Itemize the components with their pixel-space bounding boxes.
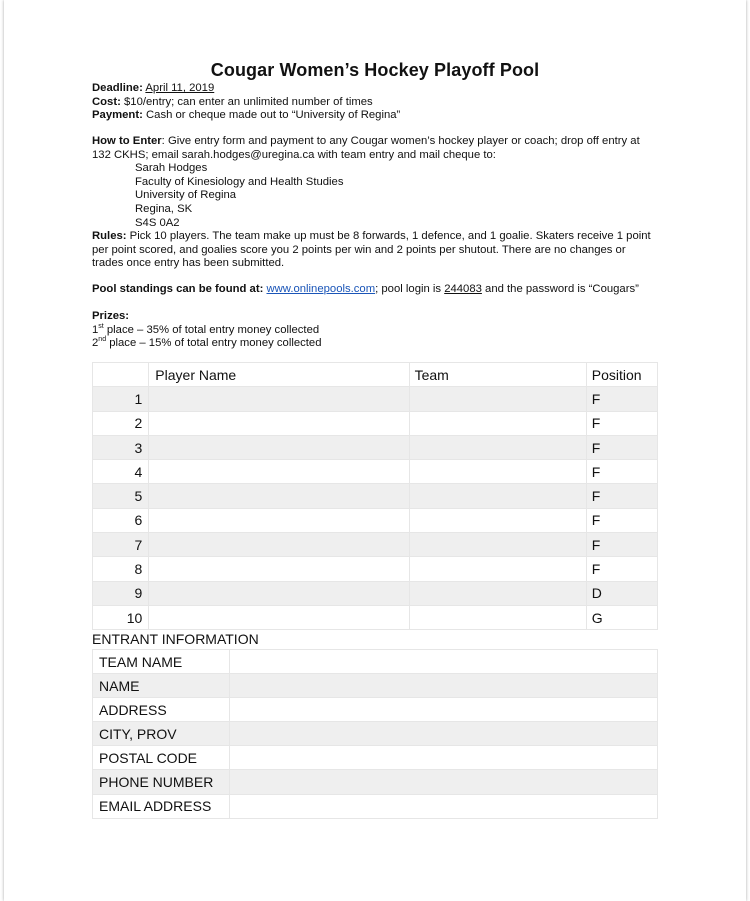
position-cell: G [586, 605, 657, 629]
standings-label: Pool standings can be found at: [92, 283, 264, 295]
entrant-row [93, 794, 658, 818]
player-name-cell[interactable] [149, 484, 409, 508]
team-cell[interactable] [409, 460, 586, 484]
player-row [93, 508, 658, 532]
field-value-cell[interactable] [230, 770, 658, 794]
team-cell[interactable] [409, 508, 586, 532]
cost-line [92, 96, 373, 110]
payment-line [92, 109, 400, 123]
how-to-enter-text: : Give entry form and payment to any Cougar women’s hockey player or coach; drop off entry at 132 CKHS; email sarah.hodges@uregina.ca with team entry and mail cheque to: [92, 135, 640, 161]
player-name-cell[interactable] [149, 387, 409, 411]
player-row [93, 435, 658, 459]
row-number: 7 [93, 533, 149, 557]
team-cell[interactable] [409, 411, 586, 435]
entrant-row [93, 698, 658, 722]
standings-text-1: ; pool login is [375, 283, 445, 295]
row-number: 2 [93, 411, 149, 435]
player-name-cell[interactable] [149, 460, 409, 484]
entrant-row [93, 722, 658, 746]
team-cell[interactable] [409, 605, 586, 629]
player-name-cell[interactable] [149, 557, 409, 581]
team-cell[interactable] [409, 435, 586, 459]
deadline-line [92, 82, 214, 96]
address-line: Faculty of Kinesiology and Health Studies [135, 175, 344, 188]
address-line: S4S 0A2 [135, 216, 180, 229]
row-number: 6 [93, 508, 149, 532]
player-name-cell[interactable] [149, 581, 409, 605]
player-row [93, 460, 658, 484]
pool-standings [92, 283, 652, 297]
player-row [93, 411, 658, 435]
field-value-cell[interactable] [230, 794, 658, 818]
entrant-row [93, 650, 658, 674]
position-cell: F [586, 533, 657, 557]
row-number: 8 [93, 557, 149, 581]
field-label: ADDRESS [93, 698, 230, 722]
position-cell: F [586, 387, 657, 411]
prize-ordinal: 2 [92, 337, 99, 350]
field-value-cell[interactable] [230, 674, 658, 698]
row-number: 1 [93, 387, 149, 411]
header-player-name: Player Name [149, 363, 409, 387]
field-label: NAME [93, 674, 230, 698]
page-title: Cougar Women’s Hockey Playoff Pool [210, 60, 540, 80]
entrant-row [93, 746, 658, 770]
deadline-label: Deadline: [92, 82, 143, 94]
team-cell[interactable] [409, 581, 586, 605]
header-number [93, 363, 149, 387]
row-number: 10 [93, 605, 149, 629]
entrant-row [93, 674, 658, 698]
players-table [92, 362, 658, 630]
pool-login: 244083 [444, 283, 482, 295]
team-cell[interactable] [409, 484, 586, 508]
rules-text: Pick 10 players. The team make up must be 8 forwards, 1 defence, and 1 goalie. Skaters receive 1 point per point scored, and goalies score you 2 points per win and 2 points per shutout. There are no changes or trades once entry has been submitted. [92, 230, 651, 270]
rules-label: Rules: [92, 230, 127, 242]
player-name-cell[interactable] [149, 533, 409, 557]
player-row [93, 605, 658, 629]
field-label: CITY, PROV [93, 722, 230, 746]
row-number: 4 [93, 460, 149, 484]
prizes [92, 310, 322, 351]
player-row [93, 484, 658, 508]
prizes-label: Prizes: [92, 310, 130, 322]
rules [92, 230, 658, 271]
player-row [93, 533, 658, 557]
player-row [93, 387, 658, 411]
field-label: POSTAL CODE [93, 746, 230, 770]
address-line: University of Regina [135, 189, 237, 202]
row-number: 3 [93, 435, 149, 459]
standings-link[interactable]: www.onlinepools.com [266, 283, 376, 295]
address-line: Sarah Hodges [135, 162, 208, 175]
cost-value: $10/entry; can enter an unlimited number of times [124, 95, 373, 108]
prize-text: place – 15% of total entry money collected [106, 337, 322, 350]
player-name-cell[interactable] [149, 508, 409, 532]
team-cell[interactable] [409, 533, 586, 557]
prize-text: place – 35% of total entry money collected [103, 323, 320, 336]
field-value-cell[interactable] [230, 698, 658, 722]
player-name-cell[interactable] [149, 411, 409, 435]
prize-ordinal-suffix: nd [98, 336, 107, 344]
how-to-enter [92, 135, 654, 230]
prize-ordinal: 1 [92, 323, 99, 336]
position-cell: F [586, 508, 657, 532]
field-value-cell[interactable] [230, 722, 658, 746]
field-label: EMAIL ADDRESS [93, 794, 230, 818]
position-cell: F [586, 435, 657, 459]
entrant-row [93, 770, 658, 794]
position-cell: F [586, 460, 657, 484]
team-cell[interactable] [409, 387, 586, 411]
players-header-row [93, 363, 658, 387]
payment-value: Cash or cheque made out to “University of Regina” [146, 109, 401, 122]
player-name-cell[interactable] [149, 605, 409, 629]
deadline-value: April 11, 2019 [145, 82, 215, 94]
player-row [93, 557, 658, 581]
prize-item [92, 324, 322, 338]
position-cell: F [586, 484, 657, 508]
entrant-table [92, 649, 658, 819]
team-cell[interactable] [409, 557, 586, 581]
position-cell: D [586, 581, 657, 605]
standings-text-2: and the password is “Cougars” [481, 283, 639, 295]
header-position: Position [586, 363, 657, 387]
payment-label: Payment: [92, 109, 143, 122]
player-name-cell[interactable] [149, 435, 409, 459]
cost-label: Cost: [92, 95, 121, 108]
position-cell: F [586, 411, 657, 435]
field-label: TEAM NAME [93, 650, 230, 674]
address-line: Regina, SK [135, 202, 193, 215]
mailing-address [92, 162, 654, 230]
field-value-cell[interactable] [230, 746, 658, 770]
row-number: 9 [93, 581, 149, 605]
header-team: Team [409, 363, 586, 387]
field-value-cell[interactable] [230, 650, 658, 674]
prize-item [92, 337, 322, 351]
prize-ordinal-suffix: st [98, 322, 104, 330]
how-to-enter-label: How to Enter [92, 135, 162, 147]
position-cell: F [586, 557, 657, 581]
entrant-heading: ENTRANT INFORMATION [92, 631, 259, 647]
field-label: PHONE NUMBER [93, 770, 230, 794]
row-number: 5 [93, 484, 149, 508]
player-row [93, 581, 658, 605]
